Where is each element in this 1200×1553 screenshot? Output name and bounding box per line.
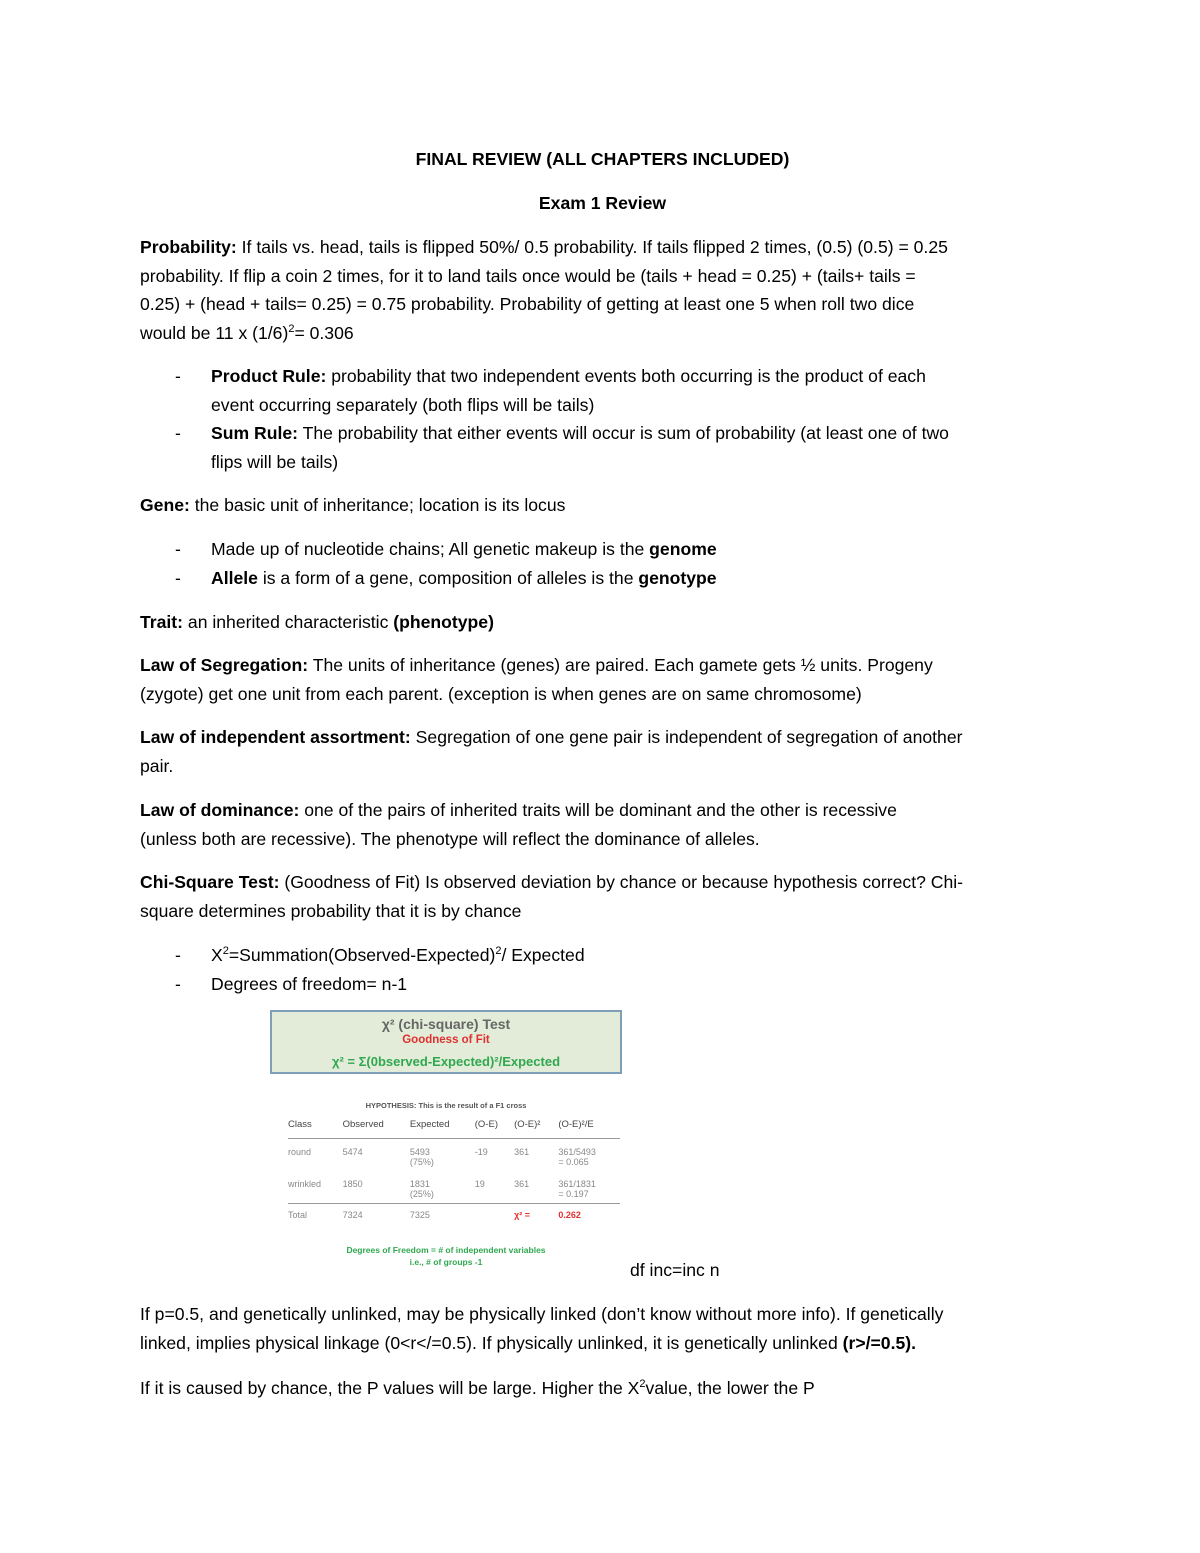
figure-header: χ² (chi-square) Test Goodness of Fit χ² = Σ(0bserved-Expected)²/Expected [270, 1010, 622, 1074]
document-title: FINAL REVIEW (ALL CHAPTERS INCLUDED) [415, 149, 790, 169]
figure-hypothesis: HYPOTHESIS: This is the result of a F1 cross [365, 1101, 527, 1110]
section-subtitle: Exam 1 Review [538, 193, 667, 213]
gene-paragraph: Gene: the basic unit of inheritance; location is its locus [140, 495, 566, 515]
df-inc-note: df inc=inc n [630, 1260, 720, 1280]
probability-paragraph: Probability: If tails vs. head, tails is flipped 50%/ 0.5 probability. If tails flipped 2 times, (0.5) (0.5) = 0.25 probability. If flip a coin 2 times, for it to land tails once would be (tails + head = 0.25) + (tails+ tails = 0.25) + (head + tails= 0.25) = 0.75 probability. Probability of getting at least one 5 when roll two dice would be 11 x $(1/6)^2= 0.306$ [140, 237, 948, 343]
list-item: - Sum Rule: The probability that either events will occur is sum of probability (at least one of two [175, 423, 949, 443]
chi-square-list [140, 941, 1065, 998]
segregation-paragraph: Law of Segregation: The units of inheritance (genes) are paired. Each gamete gets ½ units. Progeny (zygote) get one unit from each parent. (exception is when genes are on same chromosome) [140, 655, 933, 704]
list-item: - Degrees of freedom= n-1 [175, 973, 408, 994]
probability-term: Probability: [140, 237, 237, 257]
list-item: - Product Rule: probability that two independent events both occurring is the product of each [175, 366, 926, 386]
dominance-paragraph: Law of dominance: one of the pairs of inherited traits will be dominant and the other is recessive (unless both are recessive). The phenotype will reflect the dominance of alleles. [140, 800, 897, 849]
independent-assortment-paragraph: Law of independent assortment: Segregation of one gene pair is independent of segregation of another pair. [140, 727, 963, 776]
figure-dof-caption-2: i.e., # of groups -1 [409, 1257, 483, 1267]
table-row: round 5474 5493 (75%) -19 361 361/5493 = 0.065 [288, 1147, 596, 1167]
list-item: - Allele is a form of a gene, composition of alleles is the genotype [175, 567, 717, 588]
chi-square-table: Class Observed Expected (O-E) (O-E)² (O-E)²/E round 5474 5493 (75%) -19 361 361/5493 = 0.065 wrinkled 1850 1831 (25%) 19 361 361/1831 = 0.197 Total 7324 7325 χ² = 0.262 [288, 1117, 620, 1224]
linkage-paragraph: If p=0.5, and genetically unlinked, may be physically linked (don’t know without more info). If genetically linked, implies physical linkage (0<r</=0.5). If physically unlinked, it is genetically unlinked (r>/=0.5). [140, 1304, 944, 1353]
table-row: Total 7324 7325 χ² = 0.262 [288, 1204, 620, 1225]
chi-square-figure [270, 1010, 622, 1270]
gene-list [140, 535, 1065, 592]
p-value-paragraph: If it is caused by chance, the P values will be large. Higher the $X^2value$, the lower the P [140, 1378, 815, 1398]
trait-paragraph: Trait: an inherited characteristic (phenotype) [140, 612, 494, 632]
list-item: - Made up of nucleotide chains; All genetic makeup is the genome [175, 539, 717, 559]
list-item: - $X^2=Summation(Observed-Expected)^2/$ Expected [175, 945, 585, 965]
figure-dof-caption: Degrees of Freedom = # of independent variables [346, 1245, 546, 1255]
table-row: wrinkled 1850 1831 (25%) 19 361 361/1831 = 0.197 [288, 1179, 596, 1199]
chi-square-paragraph: Chi-Square Test: (Goodness of Fit) Is observed deviation by chance or because hypothesis correct? Chi- square determines probability that it is by chance [140, 872, 964, 921]
rules-list: - Product Rule: probability that two independent events both occurring is the product of each event occurring separately (both flips will be tails) - Sum Rule: The probability that either events will occur is sum of probability (at least one of two flips will be tails) [140, 362, 1065, 476]
